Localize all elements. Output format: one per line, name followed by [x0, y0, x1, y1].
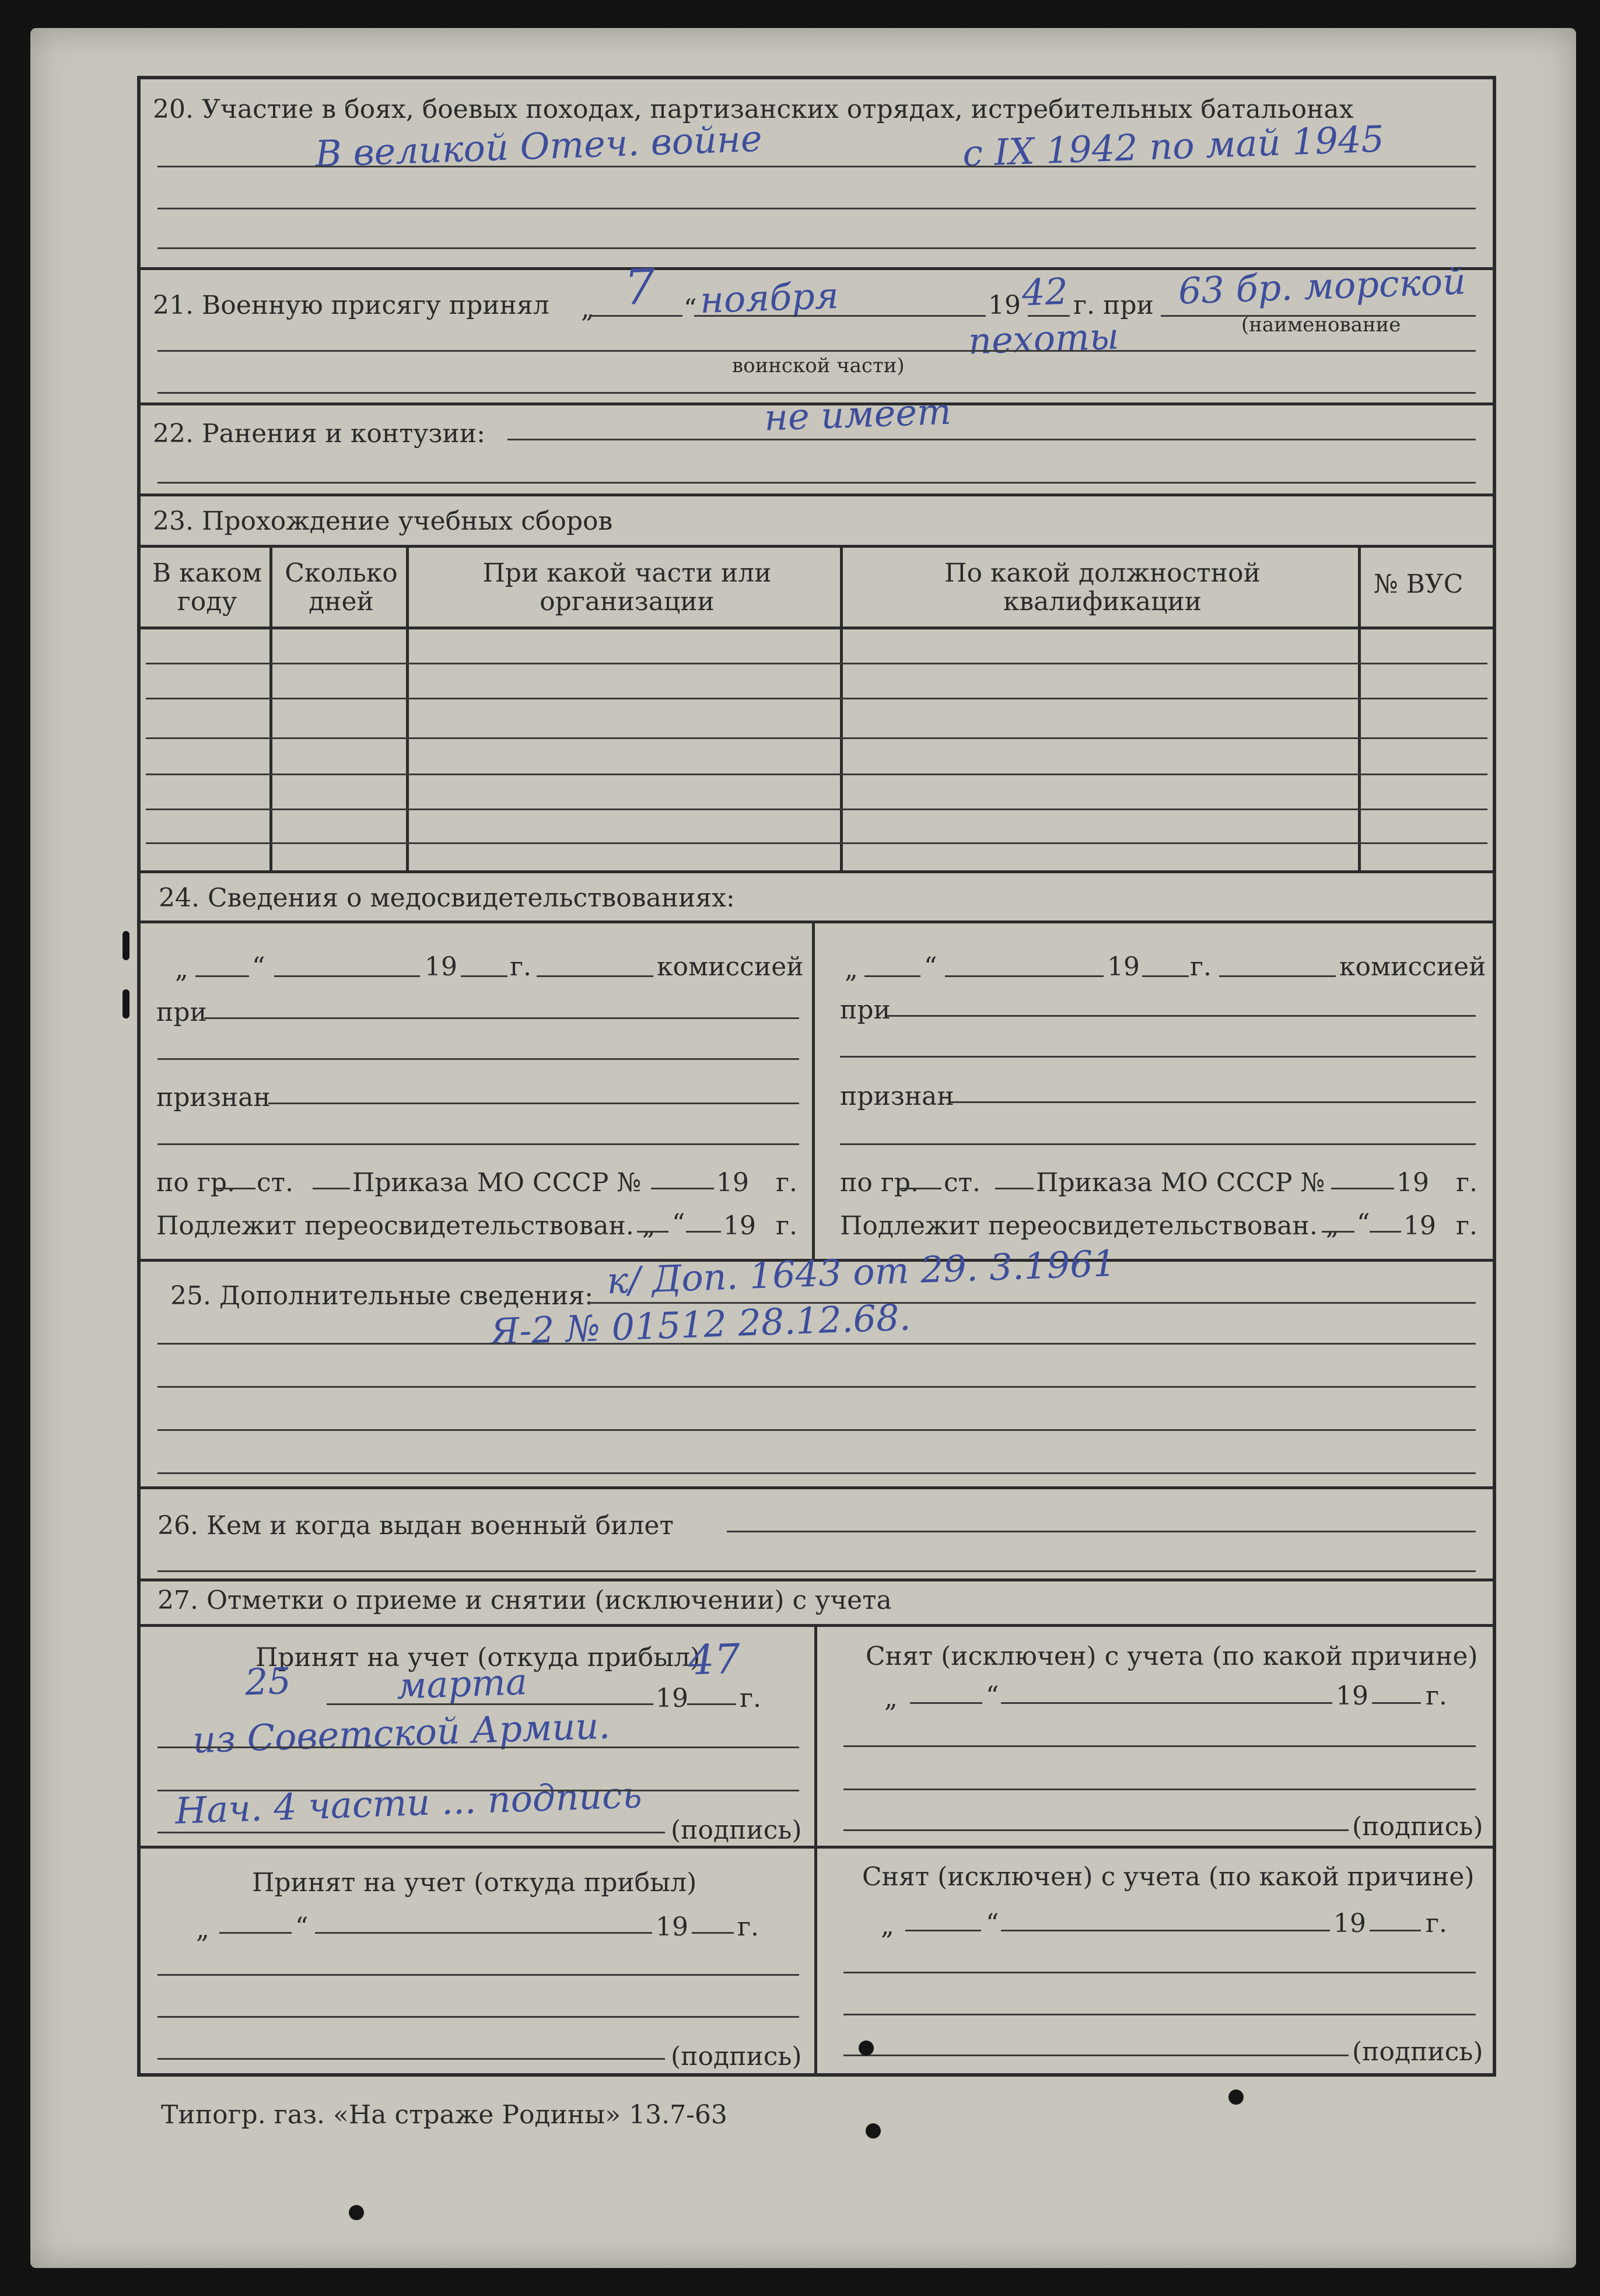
g-pri-label: г. при [1073, 290, 1154, 320]
punch-hole [349, 2205, 364, 2220]
med-right-year3: 19 [1403, 1211, 1436, 1241]
rule [157, 392, 1476, 394]
table-row-line [146, 774, 1487, 775]
accepted-label-2: Принят на учет (откуда прибыл) [252, 1868, 697, 1898]
table-row-line [146, 842, 1487, 844]
rule [157, 1974, 799, 1976]
med-left-g: г. [510, 952, 532, 982]
additional-info-handwriting-2: Я-2 № 01512 28.12.68. [489, 1296, 912, 1353]
rule [1001, 1702, 1332, 1704]
accepted-g-1: г. [740, 1684, 762, 1713]
wounds-handwriting: не имеет [763, 390, 952, 439]
med-left-podlezhit: Подлежит переосвидетельствован. „ [156, 1211, 656, 1241]
rule [651, 1188, 714, 1189]
punch-hole [122, 989, 129, 1019]
rule [843, 1788, 1476, 1790]
med-left-g-end: г. [776, 1168, 798, 1198]
rule [843, 1972, 1476, 1973]
col-header-vus: № ВУС [1374, 569, 1464, 599]
removed-year-2: 19 [1333, 1909, 1366, 1938]
rule [843, 2054, 1349, 2056]
rule [157, 1570, 1476, 1572]
removed-g-2: г. [1426, 1909, 1448, 1938]
oath-month-handwriting: ноября [699, 274, 839, 322]
punch-hole [866, 2123, 881, 2138]
unit-caption: воинской части) [732, 354, 905, 377]
med-right-quote-close: “ [924, 952, 937, 982]
punch-hole [859, 2041, 874, 2056]
med-left-komissiey: комиссией [657, 952, 804, 982]
accepted-g-2: г. [737, 1912, 759, 1942]
rule [313, 1188, 350, 1189]
table-header-border [140, 626, 1493, 629]
accepted-year-handwriting: 47 [687, 1634, 741, 1685]
accepted-from-handwriting: из Советской Армии. [191, 1704, 611, 1762]
med-left-q-close: “ [672, 1209, 685, 1238]
rule [157, 350, 1476, 352]
registration-row-divider [140, 1846, 1493, 1849]
section-divider [140, 494, 1493, 496]
removed-quote-open-1: „ [884, 1684, 898, 1713]
section-20-handwriting-1: В великой Отеч. войне [314, 117, 763, 176]
rule [274, 975, 420, 977]
med-left-g-end2: г. [776, 1211, 798, 1241]
med-right-quote-open: „ [845, 954, 858, 984]
med-left-year: 19 [425, 952, 457, 982]
rule [1028, 315, 1070, 317]
rule [157, 2016, 799, 2018]
oath-unit-handwriting-2: пехоты [967, 314, 1120, 363]
punch-hole [122, 931, 129, 960]
med-right-st: ст. [944, 1168, 981, 1198]
rule [637, 1231, 668, 1233]
rule [537, 975, 653, 977]
rule [157, 1143, 799, 1145]
accepted-signature-handwriting: Нач. 4 части ... подпись [174, 1773, 643, 1832]
med-right-year2: 19 [1396, 1168, 1429, 1198]
rule [1322, 1231, 1354, 1233]
rule [327, 1703, 653, 1705]
med-right-g: г. [1190, 952, 1212, 982]
rule [268, 1102, 799, 1104]
accepted-label-1: Принят на учет (откуда прибыл) [255, 1643, 701, 1672]
rule [864, 975, 920, 977]
section-26-label: 26. Кем и когда выдан военный билет [157, 1511, 674, 1541]
rule [507, 439, 1476, 440]
removed-g-1: г. [1426, 1681, 1448, 1711]
rule [157, 247, 1476, 249]
table-row-line [146, 663, 1487, 664]
section-24-label: 24. Сведения о медосвидетельствованиях: [159, 883, 735, 913]
year-prefix: 19 [988, 290, 1021, 320]
accepted-day-handwriting: 25 [244, 1659, 292, 1704]
section-divider [140, 921, 1493, 923]
med-right-po-gr: по гр. [840, 1168, 919, 1198]
med-right-komissiey: комиссией [1339, 952, 1486, 982]
rule [157, 1746, 799, 1748]
rule [945, 975, 1104, 977]
med-left-quote-close: “ [252, 952, 265, 982]
section-20-label: 20. Участие в боях, боевых походах, партизанских отрядах, истребительных батальонах [153, 94, 1354, 124]
rule [694, 315, 986, 317]
rule [589, 1302, 1476, 1304]
rule [157, 208, 1476, 209]
med-right-g-end: г. [1456, 1168, 1478, 1198]
rule [1142, 975, 1189, 977]
rule [157, 482, 1476, 484]
rule [315, 1932, 652, 1934]
table-col-border [840, 546, 843, 872]
rule [686, 1231, 721, 1233]
table-col-border [269, 546, 272, 872]
quote-open: „ [581, 294, 594, 324]
accepted-quote-close-2: “ [295, 1912, 309, 1942]
accepted-year-2: 19 [656, 1912, 688, 1942]
registration-column-divider [814, 1625, 817, 2074]
rule [887, 1015, 1476, 1017]
section-25-label: 25. Дополнительные сведения: [170, 1281, 594, 1311]
med-left-priznan: признан [156, 1083, 271, 1112]
accepted-month-handwriting: марта [395, 1660, 528, 1707]
section-divider [140, 1486, 1493, 1489]
rule [840, 1056, 1476, 1058]
rule [905, 1930, 981, 1931]
med-left-po-gr: по гр. [156, 1168, 236, 1198]
section-23-label: 23. Прохождение учебных сборов [153, 506, 613, 536]
med-right-pri: при [840, 995, 891, 1025]
rule [157, 1832, 665, 1833]
oath-year-handwriting: 42 [1021, 270, 1069, 314]
rule [157, 166, 1476, 167]
rule [461, 975, 507, 977]
rule [1001, 1930, 1330, 1931]
oath-unit-handwriting-1: 63 бр. морской [1177, 260, 1467, 313]
med-right-g-end2: г. [1456, 1211, 1478, 1241]
quote-close: “ [684, 294, 697, 324]
rule [157, 1343, 1476, 1345]
removed-signature-caption-2: (подпись) [1352, 2037, 1483, 2067]
rule [157, 1429, 1476, 1431]
rule [1370, 1231, 1401, 1233]
col-header-days: Сколько дней [285, 558, 398, 617]
rule [1372, 1702, 1421, 1704]
section-21-label: 21. Военную присягу принял [153, 290, 549, 320]
rule [910, 1702, 982, 1704]
rule [157, 1058, 799, 1060]
table-col-border [406, 546, 409, 872]
col-header-unit: При какой части или организации [482, 558, 772, 617]
section-22-label: 22. Ранения и контузии: [153, 419, 485, 449]
rule [727, 1531, 1476, 1532]
med-right-year: 19 [1107, 952, 1140, 982]
rule [901, 1188, 941, 1189]
rule [157, 1472, 1476, 1474]
rule [157, 1386, 1476, 1388]
med-left-pri: при [156, 998, 207, 1027]
rule [157, 2058, 665, 2060]
accepted-quote-open-2: „ [196, 1915, 209, 1944]
table-row-line [146, 808, 1487, 810]
additional-info-handwriting-1: к/ Доп. 1643 от 29. 3.1961 [605, 1241, 1117, 1303]
removed-signature-caption-1: (подпись) [1352, 1812, 1483, 1842]
rule [195, 975, 249, 977]
table-row-line [146, 698, 1487, 699]
med-left-st: ст. [257, 1168, 293, 1198]
med-right-podlezhit: Подлежит переосвидетельствован. „ [840, 1211, 1339, 1241]
rule [840, 1143, 1476, 1145]
rule [843, 1745, 1476, 1747]
rule [1370, 1930, 1421, 1931]
rule [215, 1188, 255, 1189]
medical-column-divider [812, 922, 815, 1260]
med-left-year2: 19 [716, 1168, 749, 1198]
table-row-line [146, 737, 1487, 739]
med-right-q-close: “ [1357, 1209, 1370, 1238]
rule [1219, 975, 1336, 977]
rule [843, 2014, 1476, 2015]
med-right-priznan: признан [840, 1082, 954, 1111]
section-27-label: 27. Отметки о приеме и снятии (исключении) с учета [157, 1586, 892, 1615]
removed-quote-close-2: “ [986, 1909, 999, 1938]
med-left-quote-open: „ [175, 954, 188, 984]
rule [1161, 315, 1476, 317]
rule [692, 1932, 734, 1934]
rule [951, 1101, 1476, 1103]
naimenovanie-caption: (наименование [1241, 313, 1401, 337]
accepted-signature-caption-1: (подпись) [671, 1815, 802, 1845]
removed-quote-close-1: “ [986, 1681, 999, 1711]
rule [204, 1017, 799, 1019]
col-header-year: В каком году [152, 558, 262, 617]
med-left-year3: 19 [723, 1211, 756, 1241]
section-divider [140, 870, 1493, 873]
table-top-border [140, 545, 1493, 548]
removed-year-1: 19 [1336, 1681, 1368, 1711]
med-left-prikaz: Приказа МО СССР № [352, 1168, 642, 1198]
accepted-signature-caption-2: (подпись) [671, 2042, 802, 2071]
table-col-border [1358, 546, 1361, 872]
removed-quote-open-2: „ [881, 1911, 894, 1941]
rule [995, 1188, 1034, 1189]
oath-day-handwriting: 7 [623, 258, 657, 316]
rule [589, 315, 682, 317]
printer-imprint: Типогр. газ. «На страже Родины» 13.7-63 [161, 2100, 727, 2130]
section-divider [140, 1578, 1493, 1581]
section-20-handwriting-2: с IX 1942 по май 1945 [961, 117, 1385, 175]
rule [687, 1703, 736, 1705]
rule [1331, 1188, 1394, 1189]
punch-hole [1228, 2090, 1244, 2105]
removed-label-1: Снят (исключен) с учета (по какой причине) [866, 1642, 1478, 1671]
accepted-year-1: 19 [656, 1684, 688, 1713]
col-header-qualification: По какой должностной квалификации [944, 558, 1261, 617]
removed-label-2: Снят (исключен) с учета (по какой причине) [862, 1862, 1475, 1892]
med-right-prikaz: Приказа МО СССР № [1036, 1168, 1325, 1198]
rule [219, 1932, 292, 1934]
rule [843, 1829, 1349, 1831]
rule [157, 1790, 799, 1791]
